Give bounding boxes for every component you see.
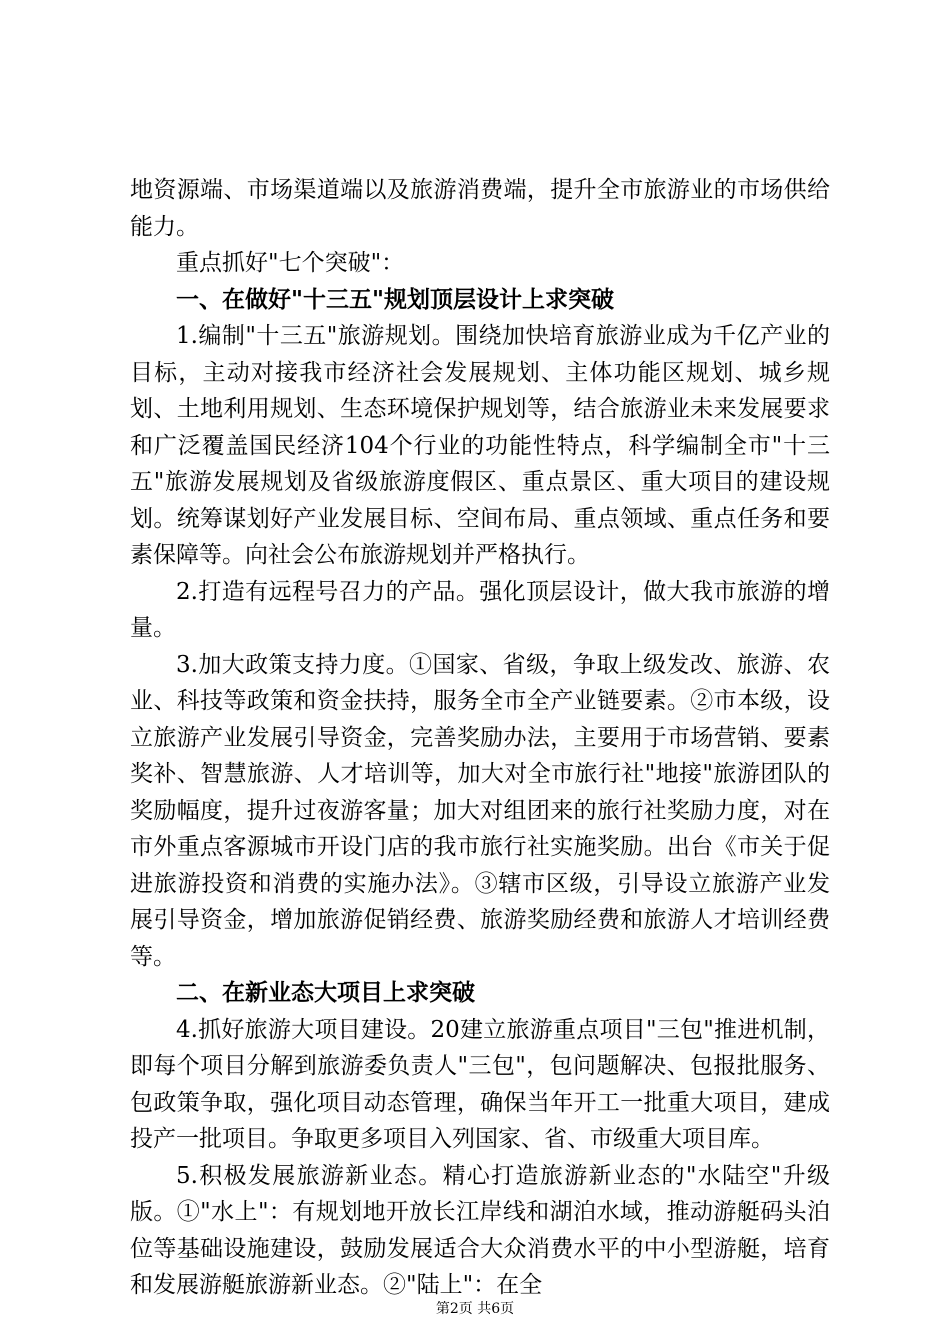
page-footer: 第2页 共6页 bbox=[435, 1301, 515, 1317]
paragraph-item-5: 5.积极发展旅游新业态。精心打造旅游新业态的"水陆空"升级版。①"水上"：有规划地开放长江岸线和湖泊水域，推动游艇码头泊位等基础设施建设，鼓励发展适合大众消费水平的中小型游艇，培育和发展游艇旅游新业态。②"陆上"：在全 bbox=[130, 1162, 830, 1298]
paragraph-item-2: 2.打造有远程号召力的产品。强化顶层设计，做大我市旅游的增量。 bbox=[130, 578, 830, 641]
paragraph-continuation: 地资源端、市场渠道端以及旅游消费端，提升全市旅游业的市场供给能力。 bbox=[130, 177, 830, 240]
paragraph-item-1: 1.编制"十三五"旅游规划。围绕加快培育旅游业成为千亿产业的目标，主动对接我市经济社会发展规划、主体功能区规划、城乡规划、土地利用规划、生态环境保护规划等，结合旅游业未来发展要求和广泛覆盖国民经济104个行业的功能性特点，科学编制全市"十三五"旅游发展规划及省级旅游度假区、重点景区、重大项目的建设规划。统筹谋划好产业发展目标、空间布局、重点领域、重点任务和要素保障等。向社会公布旅游规划并严格执行。 bbox=[130, 323, 830, 568]
section-heading-1: 一、在做好"十三五"规划顶层设计上求突破 bbox=[176, 286, 614, 313]
document-body bbox=[130, 172, 830, 1304]
paragraph-item-3: 3.加大政策支持力度。①国家、省级，争取上级发改、旅游、农业、科技等政策和资金扶持，服务全市全产业链要素。②市本级，设立旅游产业发展引导资金，完善奖励办法，主要用于市场营销、要素奖补、智慧旅游、人才培训等，加大对全市旅行社"地接"旅游团队的奖励幅度，提升过夜游客量；加大对组团来的旅行社奖励力度，对在市外重点客源城市开设门店的我市旅行社实施奖励。出台《市关于促进旅游投资和消费的实施办法》。③辖市区级，引导设立旅游产业发展引导资金，增加旅游促销经费、旅游奖励经费和旅游人才培训经费等。 bbox=[130, 651, 830, 970]
section-heading-2: 二、在新业态大项目上求突破 bbox=[176, 980, 475, 1006]
paragraph-item-4: 4.抓好旅游大项目建设。20建立旅游重点项目"三包"推进机制，即每个项目分解到旅游委负责人"三包"，包问题解决、包报批服务、包政策争取，强化项目动态管理，确保当年开工一批重大项目，建成投产一批项目。争取更多项目入列国家、省、市级重大项目库。 bbox=[130, 1016, 830, 1152]
paragraph-seven-breakthroughs-intro: 重点抓好"七个突破"： bbox=[176, 250, 405, 276]
